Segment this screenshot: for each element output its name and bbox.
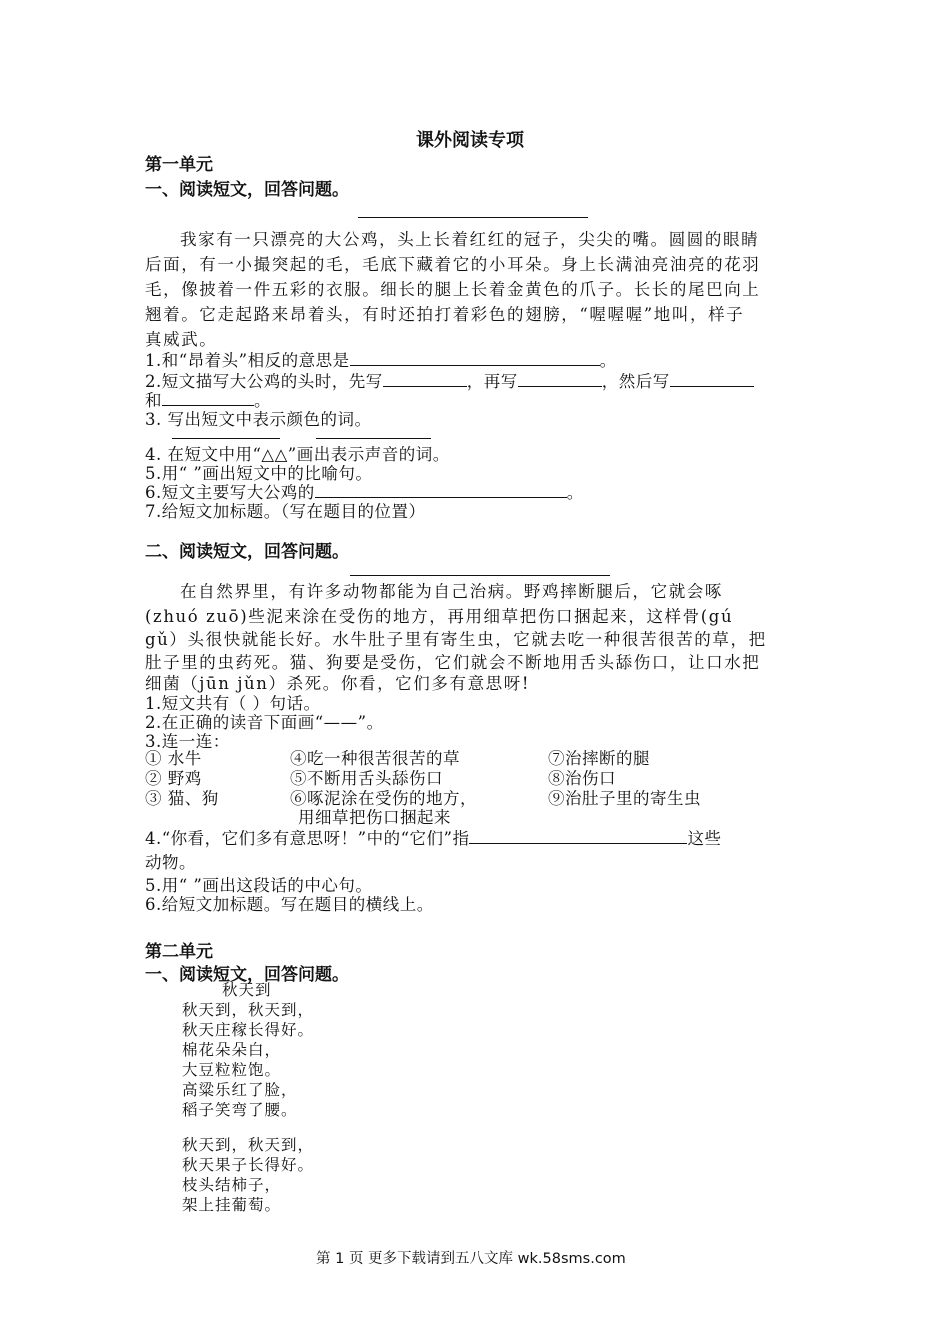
match-item[interactable]: ② 野鸡 xyxy=(145,769,202,788)
question-7: 7.给短文加标题。（写在题目的位置） xyxy=(145,502,426,521)
passage-line: 翘着。它走起路来昂着头，有时还拍打着彩色的翅膀，“喔喔喔”地叫，样子 xyxy=(145,305,745,324)
question-text: 。 xyxy=(566,483,584,502)
passage-line: 毛，像披着一件五彩的衣服。细长的腿上长着金黄色的爪子。长长的尾巴向上 xyxy=(145,280,761,299)
passage-line: 后面，有一小撮突起的毛，毛底下藏着它的小耳朵。身上长满油亮油亮的花羽 xyxy=(145,255,761,274)
match-item[interactable]: ① 水牛 xyxy=(145,749,202,768)
passage-line: (zhuó zuō)些泥来涂在受伤的地方，再用细草把伤口捆起来，这样骨(gú xyxy=(145,607,734,626)
section-heading: 一、阅读短文，回答问题。 xyxy=(145,965,349,985)
passage-line: 我家有一只漂亮的大公鸡，头上长着红红的冠子，尖尖的嘴。圆圆的眼睛 xyxy=(180,230,760,249)
page-footer: 第 1 页 更多下载请到五八文库 wk.58sms.com xyxy=(316,1251,626,1267)
answer-blank[interactable] xyxy=(518,370,602,387)
answer-blank[interactable] xyxy=(315,481,567,498)
question-text: ，再写 xyxy=(466,372,518,391)
poem-line: 秋天庄稼长得好。 xyxy=(182,1021,315,1039)
page-title: 课外阅读专项 xyxy=(416,130,524,151)
passage-line: gǔ）头很快就能长好。水牛肚子里有寄生虫，它就去吃一种很苦很苦的草，把 xyxy=(145,630,767,649)
answer-blank[interactable] xyxy=(350,349,600,366)
question-2: 2.在正确的读音下面画“——”。 xyxy=(145,713,384,732)
match-item-cont: 用细草把伤口捆起来 xyxy=(298,808,451,827)
question-4: 4. 在短文中用“△△”画出表示声音的词。 xyxy=(145,445,450,464)
answer-blank[interactable] xyxy=(383,370,467,387)
answer-blank[interactable] xyxy=(162,389,254,406)
question-4-cont: 动物。 xyxy=(145,853,196,872)
question-text: 4.“你看，它们多有意思呀！”中的“它们”指 xyxy=(145,829,470,848)
match-item[interactable]: ⑥啄泥涂在受伤的地方， xyxy=(290,789,477,808)
poem-line: 棉花朵朵白， xyxy=(182,1041,282,1059)
match-item[interactable]: ⑨治肚子里的寄生虫 xyxy=(548,789,701,808)
section-heading: 二、阅读短文，回答问题。 xyxy=(145,542,349,562)
question-4 xyxy=(145,825,721,849)
question-text: 这些 xyxy=(687,829,722,848)
passage-line: 肚子里的虫药死。猫、狗要是受伤，它们就会不断地用舌头舔伤口，让口水把 xyxy=(145,653,761,672)
match-item[interactable]: ⑦治摔断的腿 xyxy=(548,749,650,768)
match-item[interactable]: ③ 猫、狗 xyxy=(145,789,219,808)
match-item[interactable]: ④吃一种很苦很苦的草 xyxy=(290,749,460,768)
poem-line: 秋天果子长得好。 xyxy=(182,1156,315,1174)
question-text: 1.和“昂着头”相反的意思是 xyxy=(145,351,350,370)
question-text: 和 xyxy=(145,391,162,410)
match-item[interactable]: ⑧治伤口 xyxy=(548,769,616,788)
section-heading: 一、阅读短文，回答问题。 xyxy=(145,180,349,200)
question-text: ，然后写 xyxy=(601,372,670,391)
question-3: 3.连一连： xyxy=(145,732,230,751)
question-1: 1.短文共有（ ）句话。 xyxy=(145,694,321,713)
poem-line: 秋天到，秋天到， xyxy=(182,1136,315,1154)
passage-line: 在自然界里，有许多动物都能为自己治病。野鸡摔断腿后，它就会啄 xyxy=(180,582,723,601)
poem-title: 秋天到 xyxy=(222,981,272,999)
answer-blank[interactable] xyxy=(469,827,687,844)
question-3: 3. 写出短文中表示颜色的词。 xyxy=(145,410,372,429)
answer-blank-line[interactable] xyxy=(172,438,280,439)
unit-heading-2: 第二单元 xyxy=(145,942,213,962)
unit-heading-1: 第一单元 xyxy=(145,155,213,175)
passage-line: 细菌（jūn jǔn）杀死。你看，它们多有意思呀! xyxy=(145,674,531,693)
question-text: 。 xyxy=(254,391,271,410)
poem-line: 枝头结柿子， xyxy=(182,1176,282,1194)
question-6: 6.给短文加标题。写在题目的横线上。 xyxy=(145,895,434,914)
poem-line: 稻子笑弯了腰。 xyxy=(182,1101,298,1119)
poem-line: 大豆粒粒饱。 xyxy=(182,1061,282,1079)
question-5: 5.用“ ”画出这段话的中心句。 xyxy=(145,876,373,895)
answer-blank[interactable] xyxy=(670,370,754,387)
poem-line: 秋天到，秋天到， xyxy=(182,1001,315,1019)
title-blank-line xyxy=(358,217,588,218)
passage-line: 真威武。 xyxy=(145,330,218,349)
answer-blank-line[interactable] xyxy=(316,438,431,439)
question-text: 2.短文描写大公鸡的头时，先写 xyxy=(145,372,383,391)
question-text: 6.短文主要写大公鸡的 xyxy=(145,483,315,502)
match-item[interactable]: ⑤不断用舌头舔伤口 xyxy=(290,769,443,788)
poem-line: 架上挂葡萄。 xyxy=(182,1196,282,1214)
poem-line: 高粱乐红了脸， xyxy=(182,1081,298,1099)
title-blank-line xyxy=(350,575,610,576)
question-5: 5.用“ ”画出短文中的比喻句。 xyxy=(145,464,373,483)
question-text: 。 xyxy=(599,351,617,370)
